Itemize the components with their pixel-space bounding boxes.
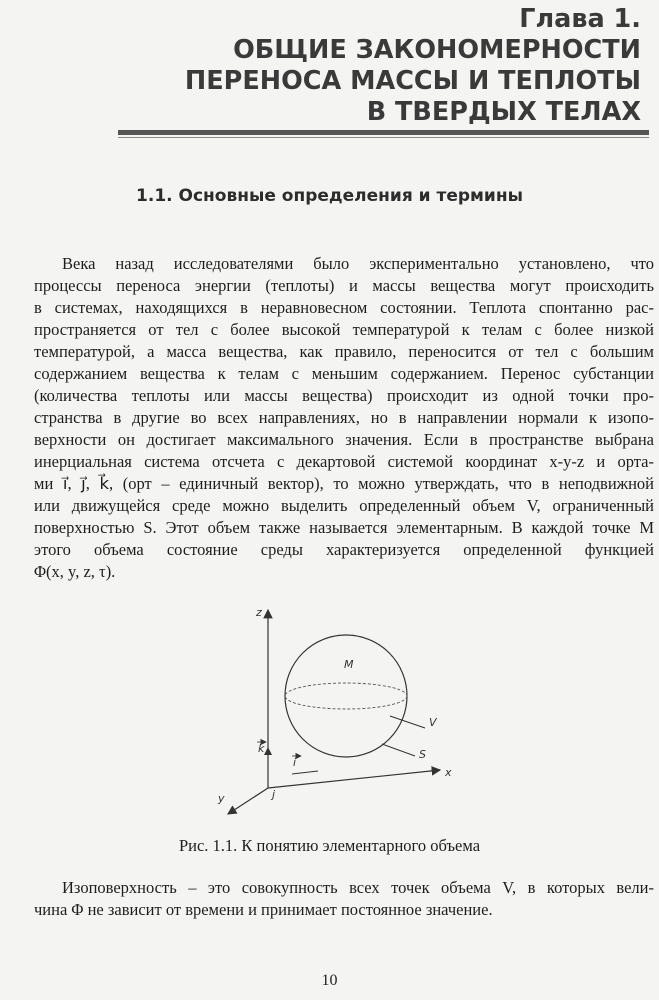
paragraph-line: процессы переноса энергии (теплоты) и массы вещества могут происходить (34, 276, 654, 295)
k-label: k (258, 742, 265, 755)
chapter-title-line: В ТВЕРДЫХ ТЕЛАХ (366, 97, 641, 127)
z-label: z (256, 606, 262, 619)
chapter-heading (185, 4, 641, 128)
paragraph-line: (количества теплоты или массы вещества) происходит из одной точки про- (34, 386, 654, 405)
section-title: 1.1. Основные определения и термины (136, 186, 523, 206)
heading-divider (118, 130, 649, 135)
paragraph-line: инерциальная система отсчета с декартовой системой координат x-y-z и орта- (34, 452, 654, 471)
paragraph-line: странства в другие во всех направлениях, но в направлении нормали к изопо- (34, 408, 654, 427)
body-paragraph (34, 877, 654, 921)
paragraph-line: ми i⃗, j⃗, k⃗, (орт – единичный вектор), то можно утверждать, что в неподвижной (34, 474, 654, 493)
figure-caption: Рис. 1.1. К понятию элементарного объема (178, 836, 481, 855)
paragraph-line: содержанием вещества к телам с меньшим содержанием. Перенос субстанции (34, 364, 654, 383)
sphere-surface (285, 635, 407, 757)
x-axis (268, 770, 440, 788)
paragraph-line: Века назад исследователями было экспериментально установлено, что (62, 254, 654, 273)
page-number: 10 (321, 972, 338, 989)
x-label: x (445, 766, 452, 779)
s-label: S (419, 748, 426, 761)
sphere-equator (285, 683, 407, 709)
v-leader (390, 716, 425, 728)
paragraph-line: Изоповерхность – это совокупность всех точек объема V, в которых вели- (62, 878, 654, 897)
paragraph-line: в системах, находящихся в неравновесном состоянии. Теплота спонтанно рас- (34, 298, 654, 317)
y-axis (228, 788, 268, 814)
paragraph-line: или движущейся среде можно выделить определенный объем V, ограниченный (34, 496, 654, 515)
elementary-volume-figure (200, 598, 470, 828)
paragraph-line: температурой, а масса вещества, как правило, переносится от тел с большим (34, 342, 654, 361)
chapter-title-line: ПЕРЕНОСА МАССЫ И ТЕПЛОТЫ (184, 66, 641, 96)
paragraph-line: этого объема состояние среды характеризуется определенной функцией (34, 540, 654, 559)
j-label: j (272, 788, 276, 801)
paragraph-line: поверхностью S. Этот объем также называется элементарным. В каждой точке M (34, 518, 654, 537)
i-vector (292, 771, 318, 774)
s-leader (382, 744, 415, 756)
chapter-title-line: ОБЩИЕ ЗАКОНОМЕРНОСТИ (233, 35, 641, 65)
paragraph-line: пространяется от тел с более высокой температурой к телам с более низкой (34, 320, 654, 339)
m-label: M (344, 658, 354, 671)
paragraph-line: чина Φ не зависит от времени и принимает постоянное значение. (34, 900, 493, 919)
v-label: V (429, 716, 437, 729)
chapter-number: Глава 1. (519, 4, 641, 34)
paragraph-line: верхности он достигает максимального значения. Если в пространстве выбрана (34, 430, 654, 449)
heading-divider-thin (118, 137, 649, 138)
paragraph-line: Φ(x, y, z, τ). (34, 562, 116, 581)
i-label: i (293, 756, 297, 769)
y-label: y (218, 792, 225, 805)
body-paragraph (34, 253, 654, 583)
